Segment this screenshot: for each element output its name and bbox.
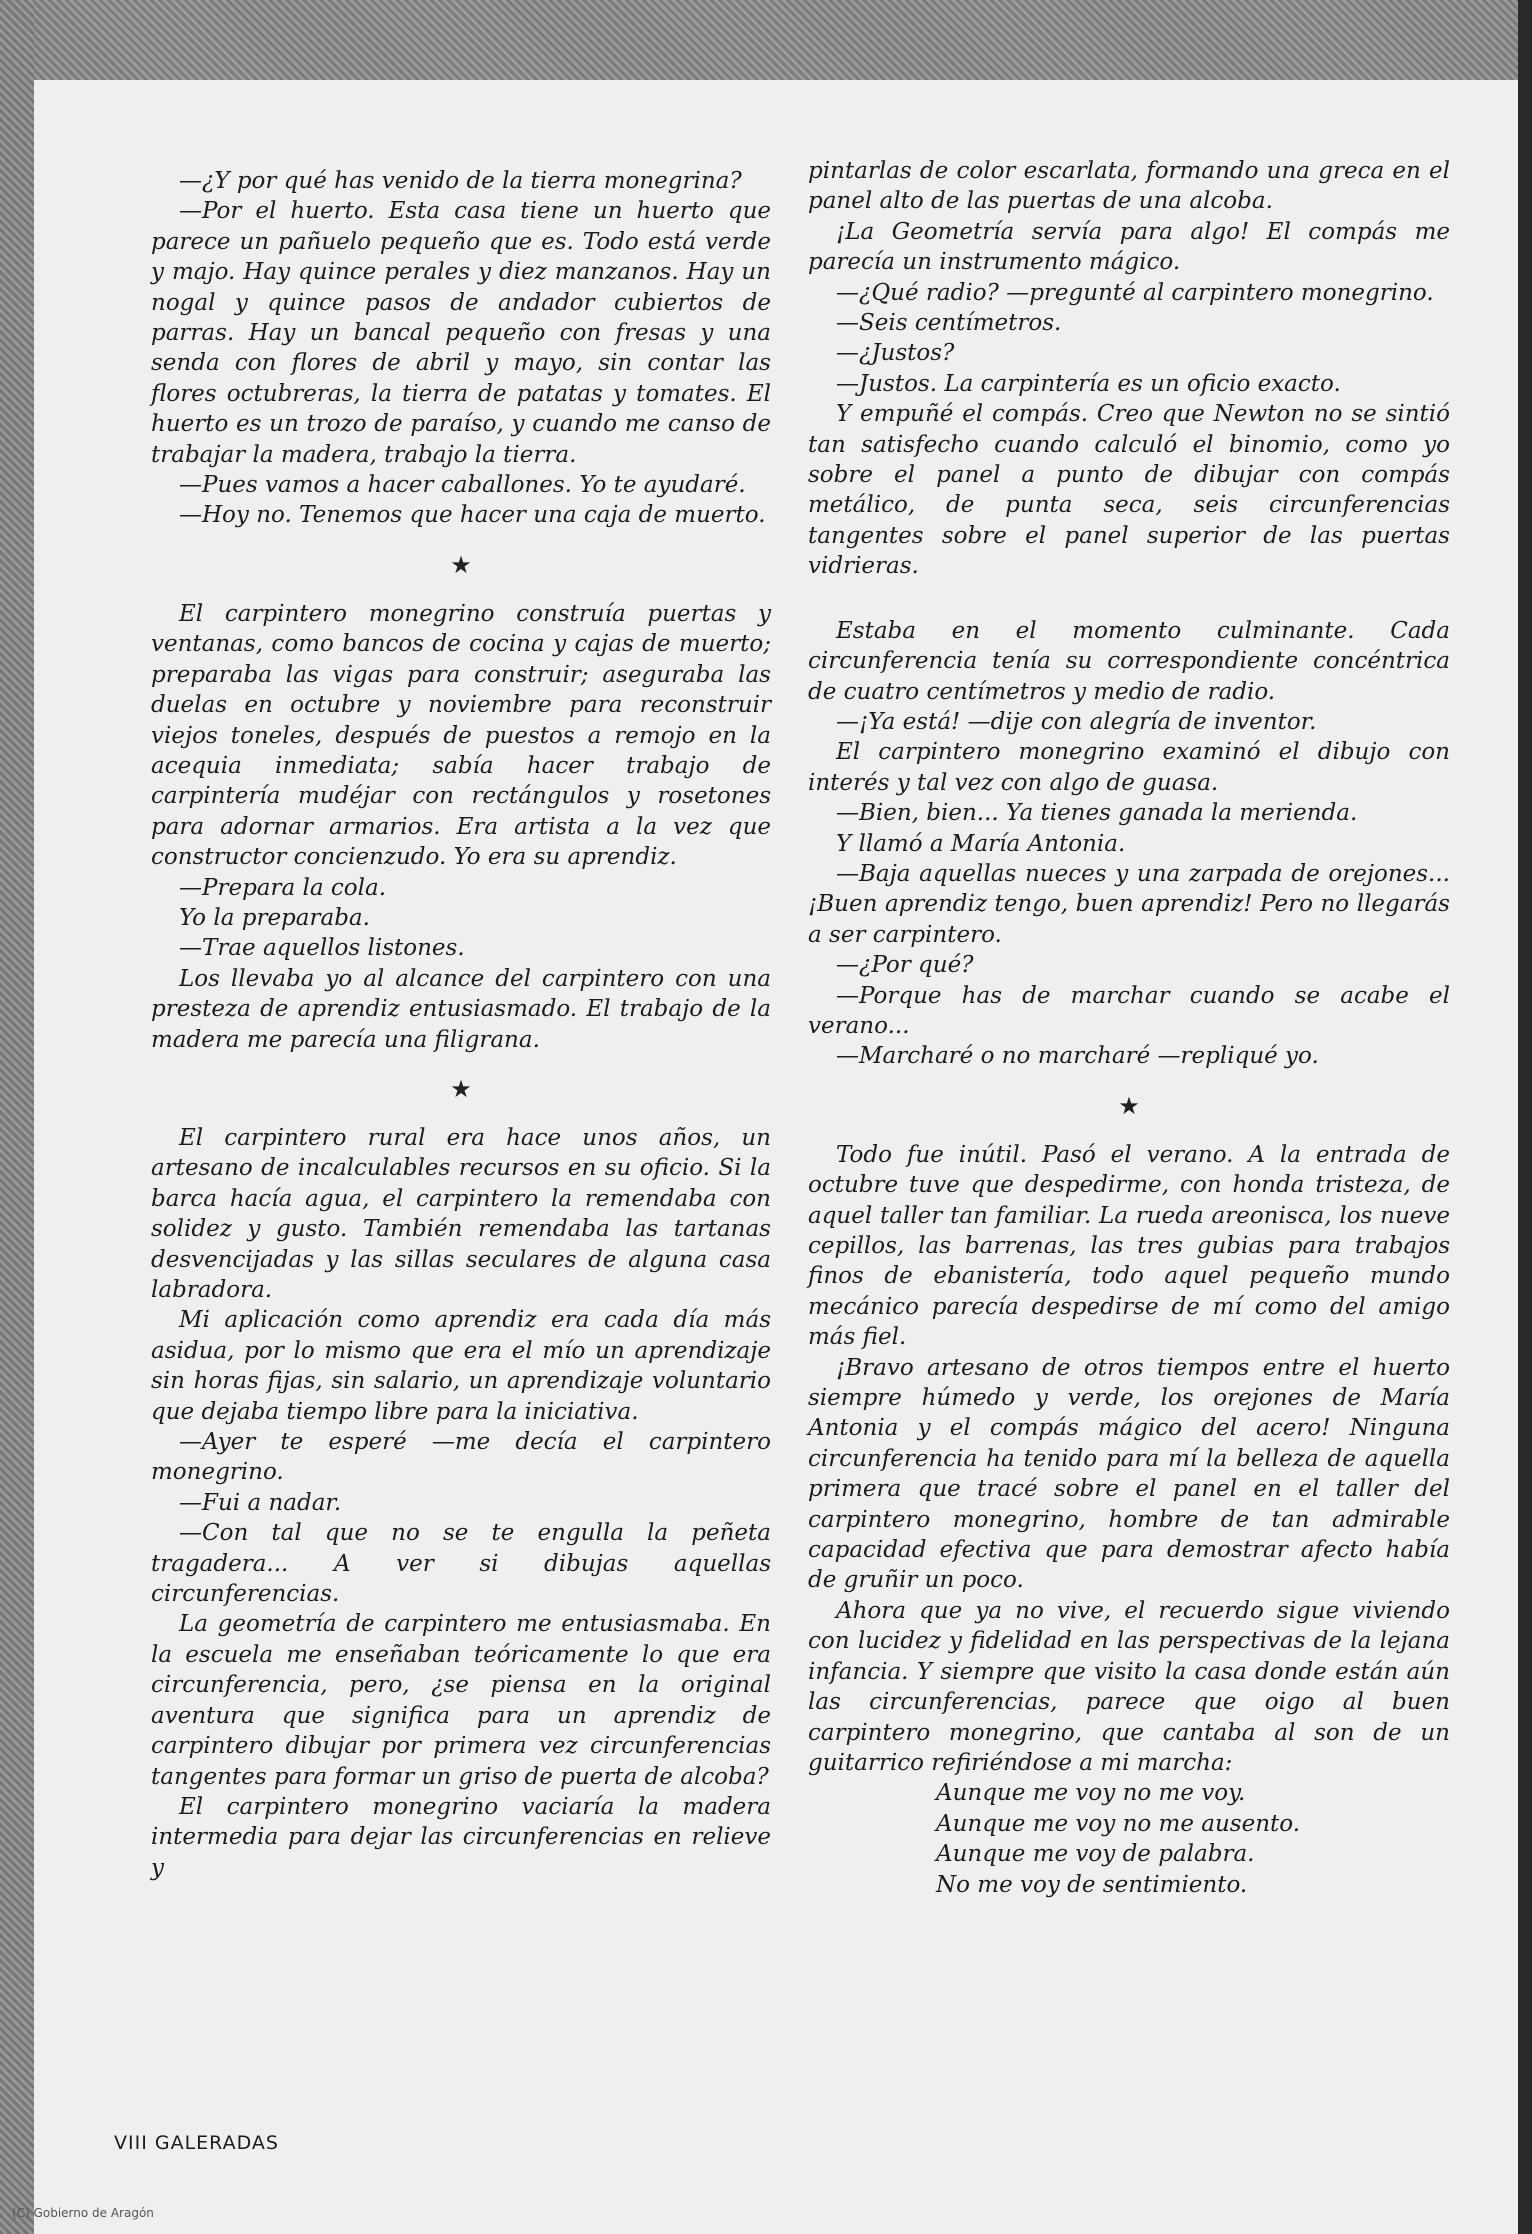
- paragraph: —Con tal que no se te engulla la peñeta tragadera... A ver si dibujas aquellas circunferencias.: [151, 1520, 771, 1608]
- paragraph: —Trae aquellos listones.: [179, 935, 465, 962]
- paragraph: Mi aplicación como aprendiz era cada día más asidua, por lo mismo que era el mío un aprendizaje sin horas fijas, sin salario, un aprendizaje voluntario que dejaba tiempo libre para la iniciativa.: [151, 1307, 771, 1425]
- paragraph: —Porque has de marchar cuando se acabe el verano...: [808, 982, 1450, 1039]
- poem-line: Aunque me voy no me ausento.: [936, 1810, 1301, 1837]
- section-divider-star: ★: [450, 550, 472, 579]
- left-section-3: [151, 1123, 771, 1883]
- copyright-credit: (C) Gobierno de Aragón: [12, 2206, 154, 2220]
- poem-line: Aunque me voy no me voy.: [936, 1780, 1246, 1807]
- paragraph: —Marcharé o no marcharé —repliqué yo.: [836, 1043, 1319, 1070]
- scan-border-left: [0, 0, 34, 2234]
- paragraph: —Justos. La carpintería es un oficio exacto.: [836, 370, 1341, 397]
- paragraph: —Seis centímetros.: [836, 310, 1062, 337]
- paragraph: —Prepara la cola.: [179, 874, 387, 901]
- left-section-1: [151, 166, 771, 531]
- left-section-2: [151, 599, 771, 1055]
- paragraph: ¡Bravo artesano de otros tiempos entre el huerto siempre húmedo y verde, los orejones de María Antonia y el compás mágico del acero! Ninguna circunferencia ha tenido para mí la belleza de aquella primera que tracé sobre el panel en el taller del carpintero monegrino, hombre de tan admirable capacidad efectiva que para demostrar afecto había de gruñir un poco.: [808, 1354, 1450, 1594]
- page-footer: VIII GALERADAS: [114, 2132, 279, 2154]
- paragraph: —Bien, bien... Ya tienes ganada la merienda.: [836, 800, 1358, 827]
- paragraph: El carpintero monegrino construía puertas y ventanas, como bancos de cocina y cajas de muerto; preparaba las vigas para construir; aseguraba las duelas en octubre y noviembre para reconstruir viejos toneles, después de puestos a remojo en la acequia inmediata; sabía hacer trabajo de carpintería mudéjar con rectángulos y rosetones para adornar armarios. Era artista a la vez que constructor concienzudo. Yo era su aprendiz.: [151, 600, 771, 871]
- section-divider-star: ★: [1118, 1091, 1140, 1120]
- paragraph: Ahora que ya no vive, el recuerdo sigue viviendo con lucidez y fidelidad en las perspectivas de la lejana infancia. Y siempre que visito la casa donde están aún las circunferencias, parece que oigo al buen carpintero monegrino, que cantaba al son de un guitarrico refiriéndose a mi marcha:: [808, 1597, 1450, 1776]
- right-text-column: [808, 156, 1450, 1900]
- scan-border-top: [0, 0, 1532, 80]
- paragraph: —¿Por qué?: [836, 952, 974, 979]
- paragraph: El carpintero rural era hace unos años, un artesano de incalculables recursos en su oficio. Si la barca hacía agua, el carpintero la remendaba con solidez y gusto. También remendaba las tartanas desvencijadas y las sillas seculares de alguna casa labradora.: [151, 1124, 771, 1303]
- poem-line: Aunque me voy de palabra.: [936, 1841, 1255, 1868]
- right-section-3: [808, 1140, 1450, 1900]
- paragraph: Estaba en el momento culminante. Cada circunferencia tenía su correspondiente concéntrica de cuatro centímetros y medio de radio.: [808, 617, 1450, 705]
- section-gap: [808, 582, 1450, 616]
- right-section-2: [808, 616, 1450, 1072]
- paragraph: —Ayer te esperé —me decía el carpintero monegrino.: [151, 1429, 771, 1486]
- paragraph: —¿Qué radio? —pregunté al carpintero monegrino.: [836, 279, 1434, 306]
- paragraph: El carpintero monegrino examinó el dibujo con interés y tal vez con algo de guasa.: [808, 739, 1450, 796]
- paragraph: —¡Ya está! —dije con alegría de inventor.: [836, 708, 1317, 735]
- paragraph: El carpintero monegrino vaciaría la madera intermedia para dejar las circunferencias en relieve y: [151, 1793, 771, 1881]
- section-divider-star: ★: [450, 1074, 472, 1103]
- poem-stanza: [936, 1778, 1450, 1900]
- paragraph: pintarlas de color escarlata, formando una greca en el panel alto de las puertas de una alcoba.: [808, 158, 1450, 215]
- paragraph: —¿Y por qué has venido de la tierra monegrina?: [179, 168, 742, 194]
- right-section-1: [808, 156, 1450, 582]
- paragraph: Todo fue inútil. Pasó el verano. A la entrada de octubre tuve que despedirme, con honda tristeza, de aquel taller tan familiar. La rueda areonisca, los nueve cepillos, las barrenas, las tres gubias para trabajos finos de ebanistería, todo aquel pequeño mundo mecánico parecía despedirse de mí como del amigo más fiel.: [808, 1141, 1450, 1351]
- paragraph: La geometría de carpintero me entusiasmaba. En la escuela me enseñaban teóricamente lo que era circunferencia, pero, ¿se piensa en la original aventura que significa para un aprendiz de carpintero dibujar por primera vez circunferencias tangentes para formar un griso de puerta de alcoba?: [151, 1611, 771, 1790]
- poem-line: No me voy de sentimiento.: [936, 1871, 1248, 1898]
- paragraph: Los llevaba yo al alcance del carpintero con una presteza de aprendiz entusiasmado. El trabajo de la madera me parecía una filigrana.: [151, 965, 771, 1053]
- magazine-page: [34, 80, 1518, 2234]
- scan-border-right: [1518, 0, 1532, 2234]
- paragraph: Y empuñé el compás. Creo que Newton no se sintió tan satisfecho cuando calculó el binomio, como yo sobre el panel a punto de dibujar con compás metálico, de punta seca, seis circunferencias tangentes sobre el panel superior de las puertas vidrieras.: [808, 401, 1450, 580]
- paragraph: —Baja aquellas nueces y una zarpada de orejones... ¡Buen aprendiz tengo, buen aprendiz! Pero no llegarás a ser carpintero.: [808, 860, 1450, 948]
- left-text-column: [151, 166, 771, 1883]
- paragraph: —Pues vamos a hacer caballones. Yo te ayudaré.: [179, 472, 746, 499]
- paragraph: ¡La Geometría servía para algo! El compás me parecía un instrumento mágico.: [808, 218, 1450, 276]
- paragraph: Y llamó a María Antonia.: [836, 830, 1126, 857]
- paragraph: Yo la preparaba.: [179, 904, 370, 931]
- paragraph: —Por el huerto. Esta casa tiene un huerto que parece un pañuelo pequeño que es. Todo está verde y majo. Hay quince perales y diez manzanos. Hay un nogal y quince pasos de andador cubiertos de parras. Hay un bancal pequeño con fresas y una senda con flores de abril y mayo, sin contar las flores octubreras, la tierra de patatas y tomates. El huerto es un trozo de paraíso, y cuando me canso de trabajar la madera, trabajo la tierra.: [151, 198, 771, 468]
- paragraph: —Fui a nadar.: [179, 1489, 342, 1516]
- paragraph: —¿Justos?: [836, 340, 955, 367]
- paragraph: —Hoy no. Tenemos que hacer una caja de muerto.: [179, 502, 766, 529]
